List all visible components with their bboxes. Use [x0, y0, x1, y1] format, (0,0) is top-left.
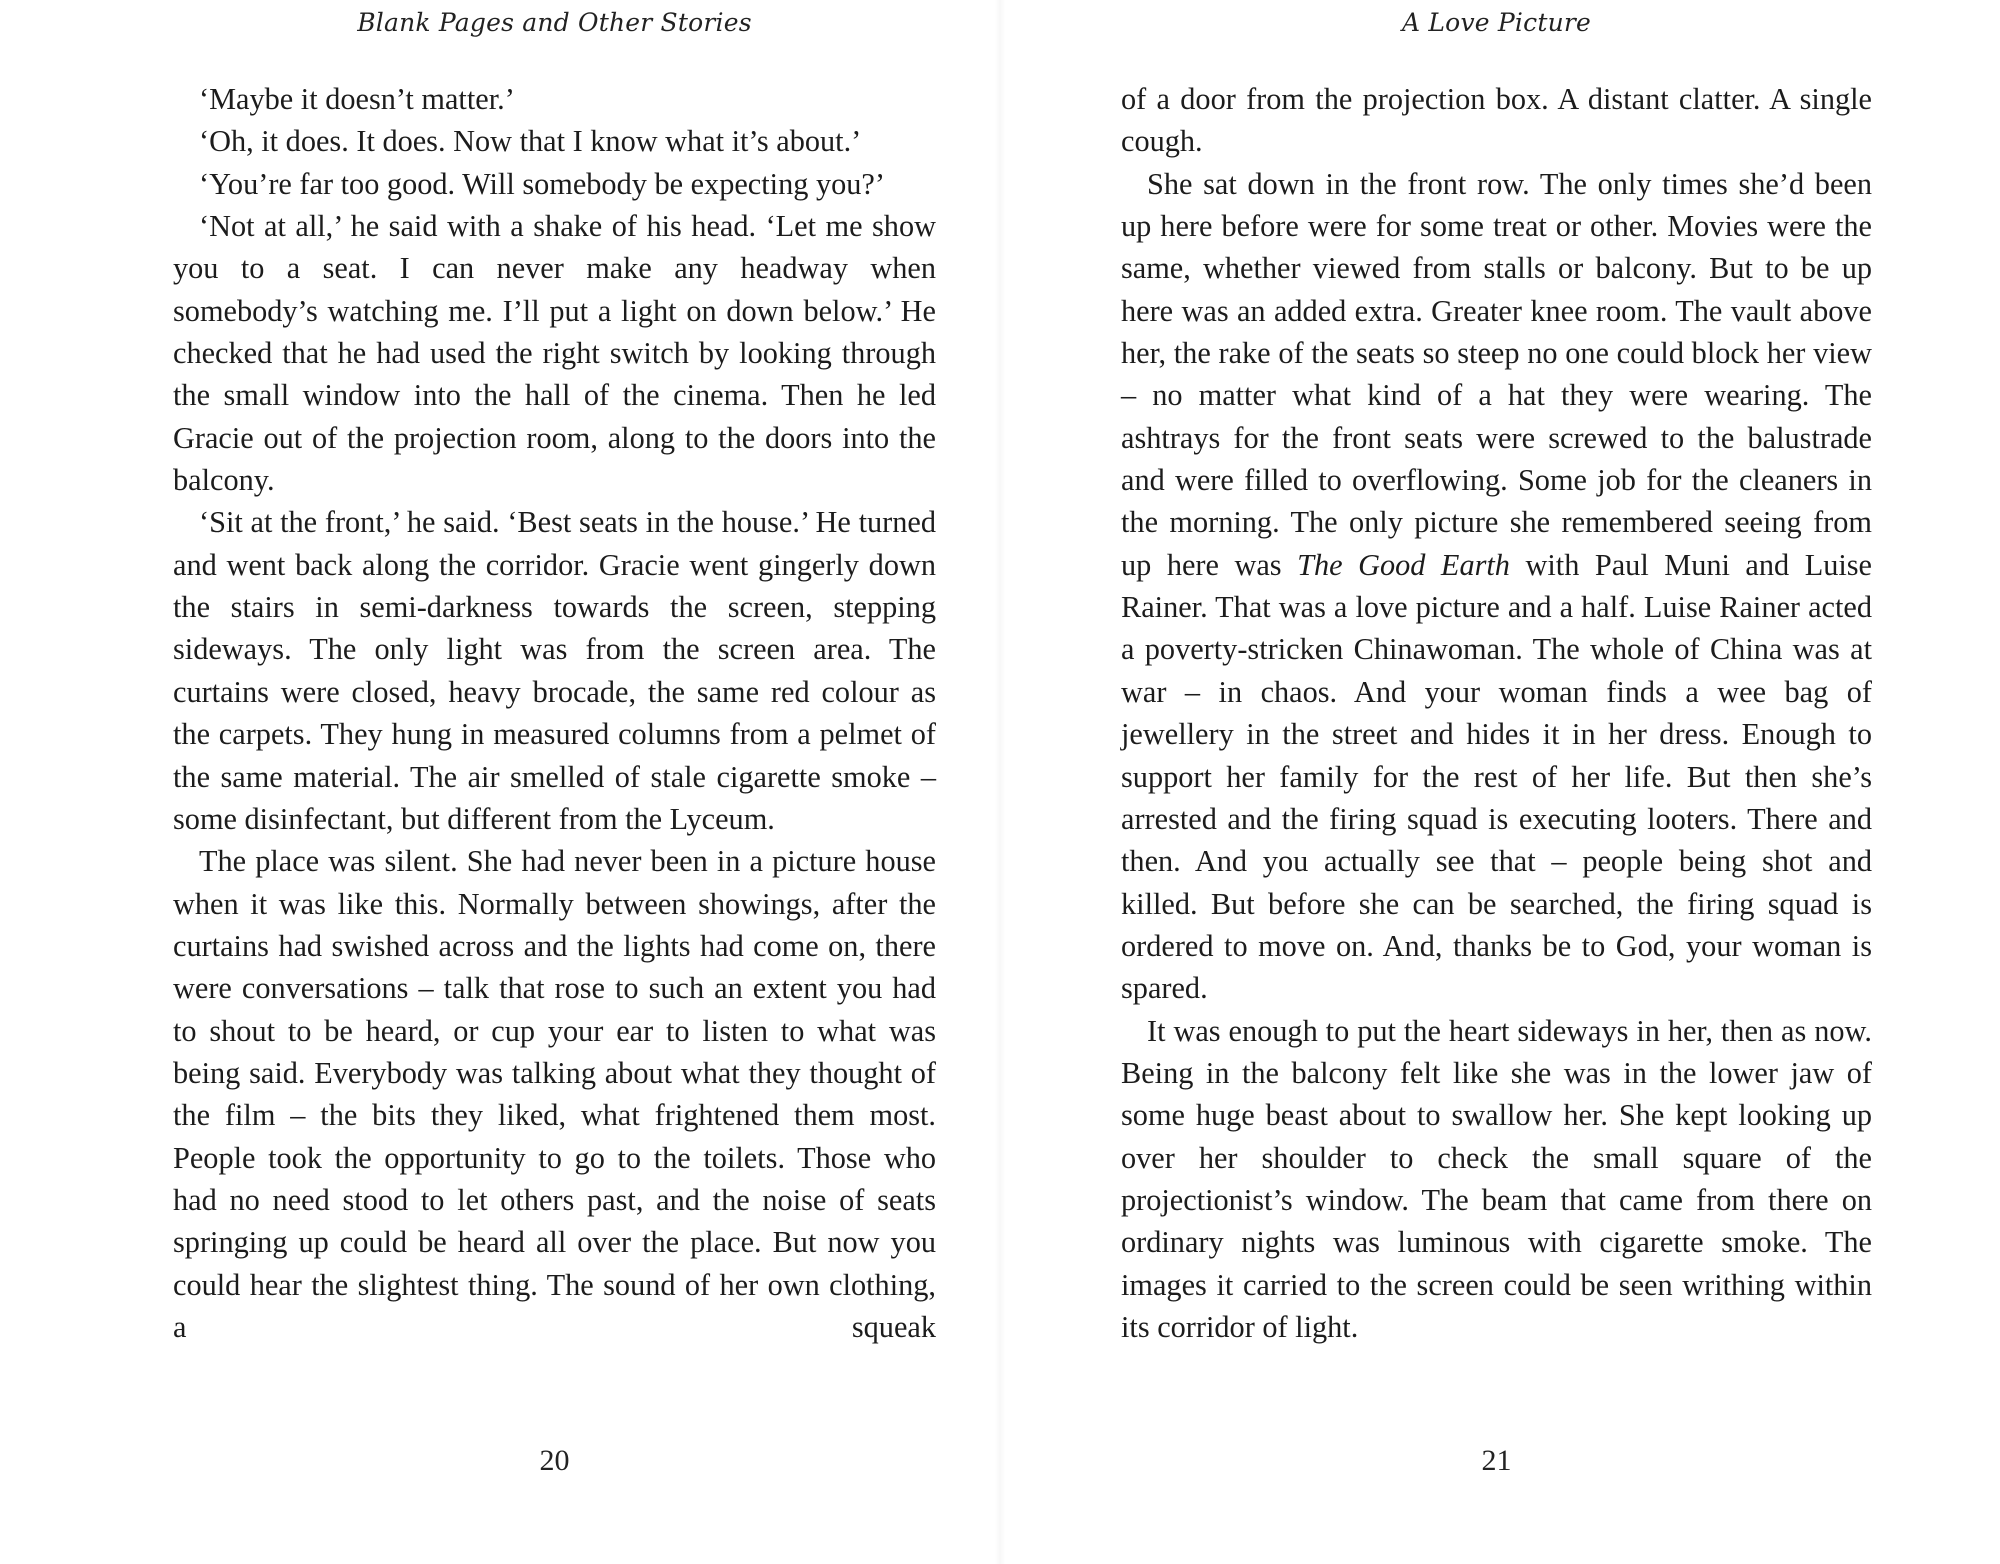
- paragraph: [1121, 163, 1872, 1010]
- running-head-left: Blank Pages and Other Stories: [357, 8, 752, 37]
- paragraph: ‘Oh, it does. It does. Now that I know what it’s about.’: [199, 124, 862, 159]
- paragraph: ‘Maybe it doesn’t matter.’: [199, 82, 515, 116]
- right-page-body: [1121, 78, 1872, 1348]
- paragraph: ‘Not at all,’ he said with a shake of his head. ‘Let me show you to a seat. I can never make any headway when somebody’s watching me. I’ll put a light on down below.’ He checked that he had used the right switch by looking through the small window into the hall of the cinema. Then he led Gracie out of the projection room, along to the doors into the balcony.: [173, 209, 936, 498]
- right-page: [1121, 0, 1872, 1564]
- paragraph: It was enough to put the heart sideways in her, then as now. Being in the balcony felt like she was in the lower jaw of some huge beast about to swallow her. She kept looking up over her shoulder to check the small square of the projectionist’s window. The beam that came from there on ordinary nights was luminous with cigarette smoke. The images it carried to the screen could be seen writhing within its corridor of light.: [1121, 1013, 1872, 1344]
- left-page: [173, 0, 936, 1564]
- paragraph: ‘You’re far too good. Will somebody be expecting you?’: [199, 166, 885, 201]
- paragraph: ‘Sit at the front,’ he said. ‘Best seats in the house.’ He turned and went back along the corridor. Gracie went gingerly down the stairs in semi-darkness towards the screen, stepping sideways. The only light was from the screen area. The curtains were closed, heavy brocade, the same red colour as the carpets. They hung in measured columns from a pelmet of the same material. The air smelled of stale cigarette smoke – some disinfectant, but different from the Lyceum.: [173, 505, 936, 836]
- paragraph: The place was silent. She had never been in a picture house when it was like this. Normally between showings, after the curtains had swished across and the lights had come on, there were conversations – talk that rose to such an extent you had to shout to be heard, or cup your ear to listen to what was being said. Everybody was talking about what they thought of the film – the bits they liked, what frightened them most. People took the opportunity to go to the toilets. Those who had no need stood to let others past, and the noise of seats springing up could be heard all over the place. But now you could hear the slightest thing. The sound of her own clothing, a squeak: [173, 844, 936, 1344]
- paragraph: of a door from the projection box. A distant clatter. A single cough.: [1121, 82, 1872, 159]
- paragraph-text: She sat down in the front row. The only times she’d been up here before were for some treat or other. Movies were the same, whether viewed from stalls or balcony. But to be up here was an added extra. Greater knee room. The vault above her, the rake of the seats so steep no one could block her view – no matter what kind of a hat they were wearing. The ashtrays for the front seats were screwed to the balustrade and were filled to overflowing. Some job for the cleaners in the morning. The only picture she remembered seeing from up here was: [1121, 166, 1872, 582]
- running-head-right: A Love Picture: [1401, 8, 1592, 37]
- film-title: The Good Earth: [1297, 547, 1510, 582]
- gutter: [995, 0, 1005, 1564]
- page-number-right: 21: [1481, 1444, 1512, 1477]
- page-number-left: 20: [539, 1444, 570, 1477]
- paragraph-text: with Paul Muni and Luise Rainer. That was a love picture and a half. Luise Rainer acted a poverty-stricken Chinawoman. The whole of China was at war – in chaos. And your woman finds a wee bag of jewellery in the street and hides it in her dress. Enough to support her family for the rest of her life. But then she’s arrested and the firing squad is executing looters. There and then. And you actually see that – people being shot and killed. But before she can be searched, the firing squad is ordered to move on. And, thanks be to God, your woman is spared.: [1121, 547, 1873, 1006]
- left-page-body: [173, 78, 936, 1348]
